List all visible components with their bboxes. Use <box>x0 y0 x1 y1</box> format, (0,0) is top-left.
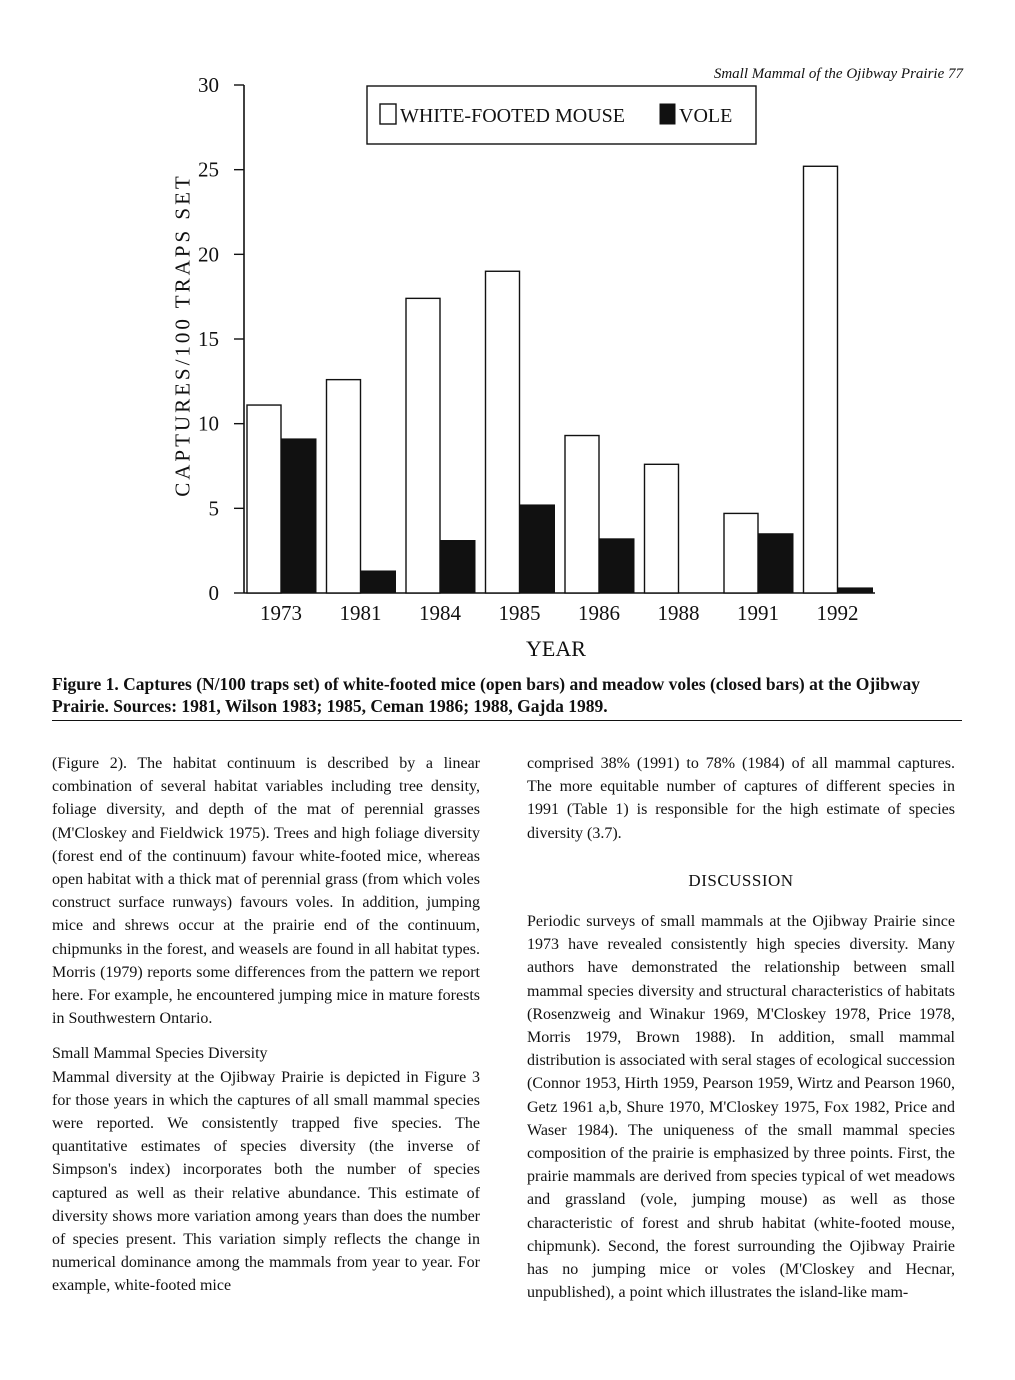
y-axis-label: CAPTURES/100 TRAPS SET <box>170 173 195 497</box>
bars <box>247 166 873 593</box>
x-tick-label: 1986 <box>578 601 620 625</box>
x-axis-label: YEAR <box>526 636 586 661</box>
paragraph: Periodic surveys of small mammals at the Ojibway Prairie since 1973 have revealed consistently high species diversity. Many authors have demonstrated the relationship between small mammal species diversity and structural characteristics of habitats (Rosenzweig and Winakur 1969, M'Closkey 1978, Price 1978, Morris 1979, Brown 1988). In addition, small mammal distribution is associated with seral stages of ecological succession (Connor 1953, Hirth 1959, Pearson 1959, Wirtz and Pearson 1960, Getz 1961 a,b, Shure 1970, M'Closkey 1975, Fox 1982, Price and Waser 1984). The uniqueness of the small mammal species composition of the prairie is emphasized by three points. First, the prairie mammals are derived from species typical of wet meadows and grassland (vole, jumping mouse) as well as those characteristic of forest and shrub habitat (white-footed mouse, chipmunk). Second, the forest surrounding the Ojibway Prairie has no jumping mice or voles (M'Closkey and Hecnar, unpublished), a point which illustrates the island-like mam- <box>527 913 955 1302</box>
vole-bar-1981 <box>362 571 396 593</box>
mouse-bar-1973 <box>247 405 281 593</box>
y-tick-label: 20 <box>198 242 219 267</box>
vole-bar-1986 <box>600 539 634 593</box>
x-tick-label: 1992 <box>816 601 859 625</box>
mouse-bar-1992 <box>804 166 838 593</box>
x-tick-label: 1973 <box>260 601 302 625</box>
x-tick-label: 1981 <box>339 601 382 625</box>
mouse-bar-1991 <box>724 513 758 593</box>
legend-swatch-closed <box>660 104 675 124</box>
y-tick-label: 15 <box>198 327 219 351</box>
x-tick-label: 1988 <box>657 601 700 625</box>
x-tick-label: 1991 <box>737 601 779 625</box>
section-heading: DISCUSSION <box>688 870 794 890</box>
y-ticks <box>198 73 244 605</box>
caption-rule <box>52 720 962 721</box>
legend-swatch-open <box>380 104 396 124</box>
paragraph: Mammal diversity at the Ojibway Prairie is depicted in Figure 3 for those years in which the captures of all small mammal species were reported. We consistently trapped five species. The quantitative estimates of species diversity (the inverse of Simpson's index) incorporates both the number of species captured as well as their relative abundance. This estimate of diversity shows more variation among years than does the number of species present. This variation simply reflects the change in numerical dominance among the mammals from year to year. For example, white-footed mice <box>52 1068 480 1295</box>
legend <box>367 86 756 144</box>
mouse-bar-1985 <box>486 271 520 593</box>
bar-chart <box>0 0 1015 670</box>
legend-label: VOLE <box>679 105 733 127</box>
mouse-bar-1988 <box>645 464 679 593</box>
mouse-bar-1984 <box>406 298 440 593</box>
subheading: Small Mammal Species Diversity <box>52 1045 268 1063</box>
vole-bar-1973 <box>282 439 316 593</box>
vole-bar-1991 <box>759 534 793 593</box>
vole-bar-1984 <box>441 541 475 593</box>
y-tick-label: 30 <box>198 73 219 97</box>
figure-caption: Figure 1. Captures (N/100 traps set) of white-footed mice (open bars) and meadow voles (closed bars) at the Ojibway Prairie. Sources: 1981, Wilson 1983; 1985, Ceman 1986; 1988, Gajda 1989. <box>52 674 920 716</box>
paragraph: comprised 38% (1991) to 78% (1984) of all mammal captures. The more equitable number of captures of different species in 1991 (Table 1) is responsible for the high estimate of species diversity (3.7). <box>527 755 955 842</box>
x-ticks <box>260 601 859 625</box>
left-column <box>52 752 480 1305</box>
y-tick-label: 0 <box>208 581 219 605</box>
right-column <box>527 752 955 1311</box>
x-tick-label: 1984 <box>419 601 461 625</box>
vole-bar-1985 <box>521 505 555 593</box>
paragraph: (Figure 2). The habitat continuum is described by a linear combination of several habitat variables including tree density, foliage diversity, and depth of the mat of perennial grasses (M'Closkey and Fieldwick 1975). Trees and high foliage diversity (forest end of the continuum) favour white-footed mice, whereas open habitat with a thick mat of perennial grass (from which voles construct surface runways) favours voles. In addition, jumping mice and shrews occur at the prairie end of the continuum, chipmunks in the forest, and weasels are found in all habitat types. Morris (1979) reports some differences from the pattern we report here. For example, he encountered jumping mice in mature forests in Southwestern Ontario. <box>52 755 480 1028</box>
mouse-bar-1986 <box>565 436 599 593</box>
mouse-bar-1981 <box>327 380 361 593</box>
legend-label: WHITE-FOOTED MOUSE <box>400 105 625 127</box>
y-tick-label: 10 <box>198 411 219 436</box>
y-tick-label: 5 <box>208 496 219 521</box>
x-tick-label: 1985 <box>498 601 541 625</box>
running-head: Small Mammal of the Ojibway Prairie 77 <box>713 66 963 82</box>
y-tick-label: 25 <box>198 157 219 182</box>
vole-bar-1992 <box>839 588 873 593</box>
